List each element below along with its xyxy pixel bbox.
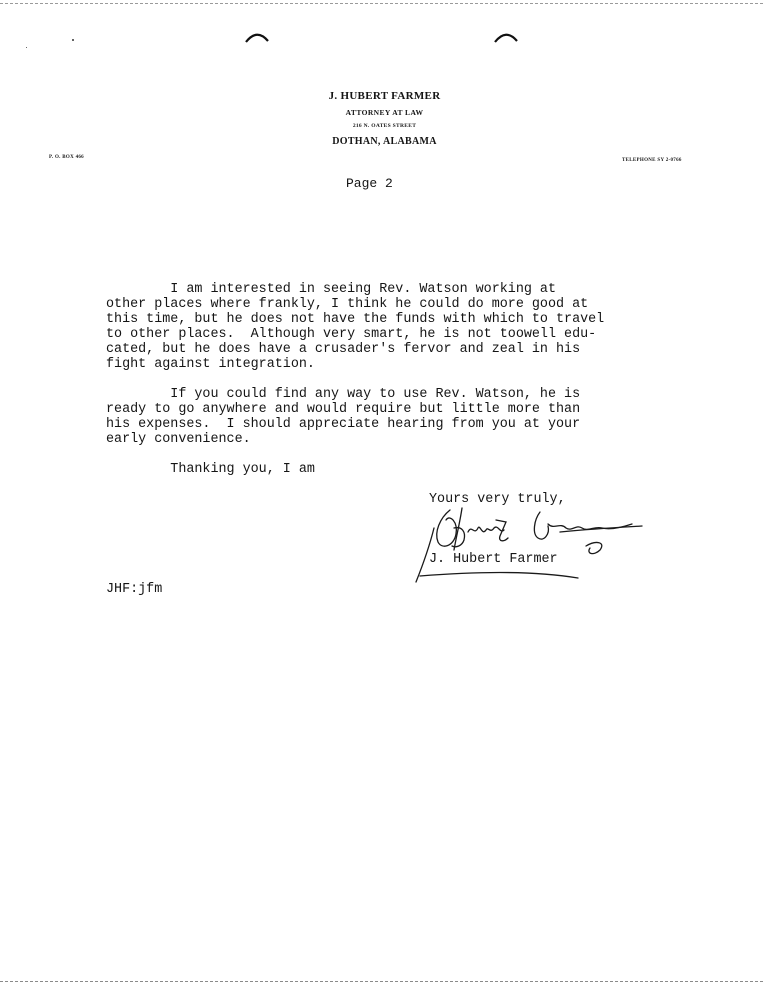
body-line: fight against integration. (106, 357, 315, 372)
staple-mark-icon (244, 30, 270, 44)
body-line: this time, but he does not have the funds with which to travel (106, 312, 605, 327)
page-top-edge (0, 3, 763, 4)
body-line: other places where frankly, I think he could do more good at (106, 297, 589, 312)
letterhead-po-box: P. O. BOX 466 (49, 155, 84, 160)
page-number: Page 2 (346, 176, 393, 191)
closing-line: Thanking you, I am (106, 462, 315, 477)
body-line: to other places. Although very smart, he is not toowell edu- (106, 327, 597, 342)
letterhead-city: DOTHAN, ALABAMA (332, 136, 437, 147)
staple-mark-icon (493, 30, 519, 44)
signer-name: J. Hubert Farmer (429, 552, 558, 567)
body-line: early convenience. (106, 432, 251, 447)
scan-speck (26, 47, 27, 48)
letterhead-name: J. HUBERT FARMER (328, 90, 441, 102)
body-line: his expenses. I should appreciate hearing from you at your (106, 417, 581, 432)
complimentary-close: Yours very truly, (429, 492, 566, 507)
letterhead-telephone: TELEPHONE SY 2-0766 (622, 158, 682, 163)
letterhead-title: ATTORNEY AT LAW (345, 108, 424, 117)
handwritten-signature (410, 498, 650, 588)
body-line: I am interested in seeing Rev. Watson working at (106, 282, 556, 297)
body-line: cated, but he does have a crusader's fervor and zeal in his (106, 342, 581, 357)
scan-speck (72, 39, 74, 41)
body-line: ready to go anywhere and would require but little more than (106, 402, 581, 417)
page-bottom-edge (0, 981, 763, 982)
typist-initials: JHF:jfm (106, 582, 163, 597)
letterhead-street: 216 N. OATES STREET (352, 123, 417, 129)
body-line: If you could find any way to use Rev. Watson, he is (106, 387, 581, 402)
